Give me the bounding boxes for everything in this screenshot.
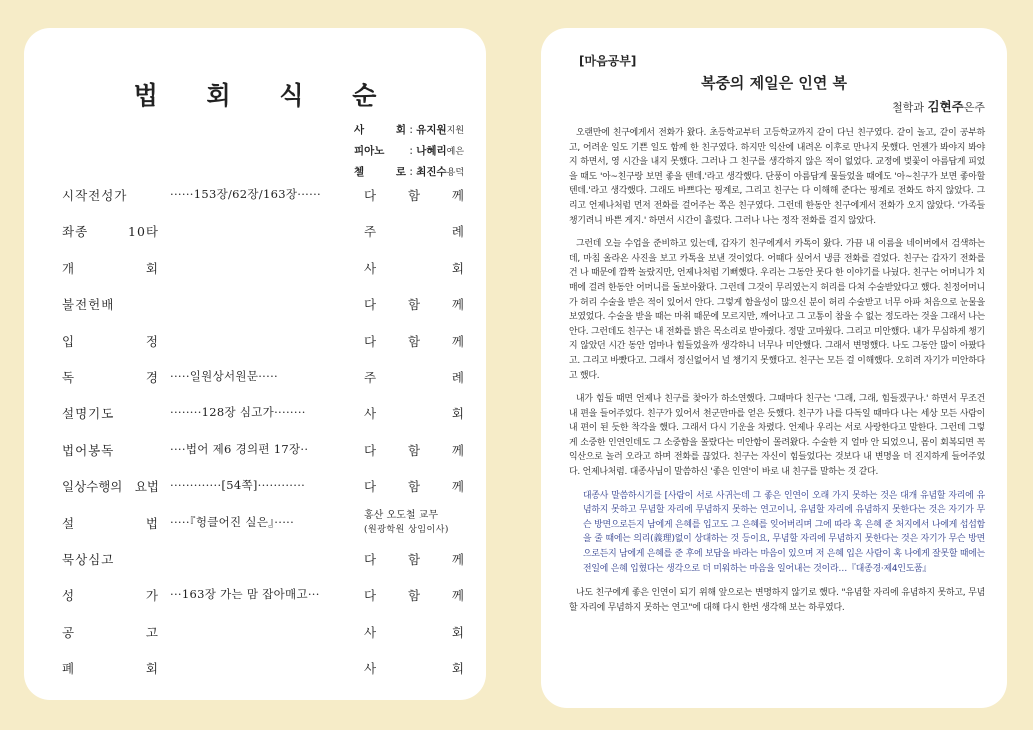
item-name: 설명기도 (62, 406, 115, 422)
officiant-row: 첼 로 : 최진수용덕 (354, 162, 484, 183)
item-name: 시작전성가 (62, 188, 128, 203)
author-name: 김현주 (927, 99, 964, 114)
order-item (62, 180, 472, 216)
article-body (569, 126, 985, 624)
item-detail: ·····『헝클어진 실은』····· (170, 514, 295, 529)
author-line (892, 97, 985, 115)
order-item (62, 326, 472, 362)
officiant-honorific: 지원 (446, 126, 465, 136)
officiant-list (354, 120, 484, 183)
order-item (62, 253, 472, 289)
officiant-name: 최진수 (416, 166, 447, 178)
officiant-role: 피아노 (354, 145, 385, 157)
order-item (62, 580, 472, 616)
order-item (62, 289, 472, 325)
article-paragraph: 오랜만에 친구에게서 전화가 왔다. 초등학교부터 고등학교까지 같이 다닌 친구였다. 같이 놀고, 같이 공부하고, 어려운 일도 기쁜 일도 함께 한 친구였다. 하지만 익산에 내려온 이후로 만나지 못했다. 언젠가 봐야지 봐야지 하면서, 영 시간을 내지 못했다. 그러나 그 친구를 생각하지 않은 적이 없었다. 교정에 벚꽃이 아름답게 피었을 때도 '아~친구랑 보면 좋을 텐데.'라고 생각했다. 단풍이 아름답게 물들었을 때에도 '아~친구가 보면 좋아할 텐데.'라고 생각했다. 그래도 바쁘다는 핑계로, 그리고 친구는 다 이해해 준다는 핑계로 전화도 하지 않았다. 그리고 언제나처럼 먼저 전화를 걸어주는 쪽은 친구였다. 그런데 한동안 친구에게서 전화가 오지 않았다. '가족들 챙기려니 바쁜 게지.' 하면서 시간이 흘렀다. 그러나 나는 정작 전화를 걸지 않았다. (569, 128, 985, 226)
order-item (62, 508, 472, 544)
item-leader: 다 함 께 (364, 297, 464, 313)
officiant-honorific: 예은 (446, 147, 465, 157)
item-name: 개 회 (62, 260, 159, 276)
officiant-role: 첼 로 (354, 166, 406, 178)
item-leader-sub: (원광학원 상임이사) (364, 524, 449, 535)
officiant-honorific: 용덕 (446, 168, 465, 178)
officiant-row: 사 회 : 유지원지원 (354, 120, 484, 141)
item-leader: 사 회 (364, 624, 464, 640)
item-leader (364, 509, 474, 537)
item-leader: 주 례 (364, 224, 464, 240)
item-leader: 사 회 (364, 661, 464, 677)
item-leader: 다 함 께 (364, 551, 464, 567)
item-detail: ····법어 제6 경의편 17장·· (170, 441, 309, 456)
item-detail: ······153장/62장/163장······ (170, 187, 321, 201)
section-tag: [마음공부] (579, 54, 637, 68)
officiant-role: 사 회 (354, 124, 406, 136)
item-name: 좌종 10타 (62, 224, 159, 240)
order-item (62, 362, 472, 398)
order-item (62, 544, 472, 580)
item-name: 폐 회 (62, 661, 159, 677)
item-name: 묵상심고 (62, 551, 115, 567)
article-paragraph: 그런데 오늘 수업을 준비하고 있는데, 갑자기 친구에게서 카톡이 왔다. 가끔 내 이름을 네이버에서 검색하는데, 마침 올라온 사진을 보고 카톡을 보낸 것이었다. 어때다 싶어서 냉큼 전화를 걸었다. 친구는 갑자기 전화를 건 나 때문에 깜짝 놀랐지만, 언제나처럼 기뻐했다. 우리는 그동안 못다 한 이야기를 나눴다. 친구는 어머니가 치매에 걸려 한동안 어머니를 돌보아왔다. 그런데 그것이 무리였는지 허리를 다쳐 수술받았다고 했다. 친정어머니가 허리 수술을 받은 적이 있어서 안다. 그렇게 함을성이 많으신 분이 허리 수술받고 너무 아파 처음으로 눈물을 보였었다. 수술을 받을 때는 마취 때문에 모르지만, 깨어나고 그 고통이 참을 수 없는 정도라는 것을 그래서 나는 안다. 그런데도 친구는 내 전화를 밝은 목소리로 받아줬다. 정말 고마웠다. 그리고 미안했다. 내가 무심하게 챙기지 않았던 시간 동안 엄마나 힘들었을까 생각하니 너무나 미안했다. 그래서 변명했다. 나도 그동안 많이 아팠다고. 그리고 바빴다고. 그래서 정신없어서 널 챙기지 못했다고. 친구는 모든 걸 이해했다. 오히려 자기가 미안하다고 했다. (569, 239, 985, 381)
item-name: 공 고 (62, 624, 159, 640)
item-detail: ···163장 가는 맘 잡아매고··· (170, 587, 320, 602)
item-name: 불전헌배 (62, 297, 115, 313)
service-order-list (62, 180, 472, 689)
article-page (541, 28, 1007, 708)
scripture-quote: 대종사 말씀하시기를 [사람이 서로 사귀는데 그 좋은 인연이 오래 가지 못하는 것은 대개 유념할 자리에 유념하지 못하고 무념할 자리에 무념하지 못하는 연고이니, 유념할 자리에 유념하지 못한다는 것은 자기가 무슨 방면으로든지 남에게 은혜를 입고도 그 은혜를 잊어버리며 그에 따라 혹 은혜 준 처지에서 나에게 섭섭함을 줄 때에는 의리(義理)없이 상대하는 것 등이요, 무념할 자리에 무념하지 못한다는 것은 자기가 무슨 방면으로든지 남에게 은혜를 준 후에 보답을 바라는 마음이 있으며 저 은혜 입은 사람이 혹 나에게 잘못할 때에는 전일에 은혜 입혔다는 생각으로 더 미워하는 마음을 일어내는 것이라…『대종경·제4인도품』 (583, 490, 985, 574)
item-leader: 다 함 께 (364, 588, 464, 604)
item-leader: 다 함 께 (364, 188, 464, 203)
item-leader: 다 함 께 (364, 333, 464, 349)
item-leader: 사 회 (364, 406, 464, 422)
item-name: 설 법 (62, 515, 159, 531)
officiant-row: 피아노 : 나혜리예은 (354, 141, 484, 162)
item-name: 일상수행의 요법 (62, 479, 159, 495)
item-leader-main: 홍산 오도철 교무 (364, 509, 438, 521)
item-name: 법어봉독 (62, 442, 115, 458)
order-item (62, 216, 472, 252)
order-item (62, 617, 472, 653)
item-name: 성 가 (62, 588, 159, 604)
page-title: 법 회 식 순 (133, 81, 397, 110)
item-name: 입 정 (62, 333, 159, 349)
article-title: 복중의 제일은 인연 복 (700, 74, 848, 92)
order-of-service-page (24, 28, 486, 700)
order-item (62, 398, 472, 434)
closing-paragraph: 나도 친구에게 좋은 인연이 되기 위해 앞으로는 변명하지 않기로 했다. "유념할 자리에 유념하지 못하고, 무념할 자리에 무념하지 못하는 연고"에 대해 다시 한번 생각해 보는 하루였다. (569, 588, 985, 613)
item-leader: 다 함 께 (364, 442, 464, 458)
item-leader: 사 회 (364, 260, 464, 276)
officiant-name: 나혜리 (416, 145, 447, 157)
officiant-name: 유지원 (416, 124, 447, 136)
order-item (62, 435, 472, 471)
article-paragraph: 내가 힘들 때면 언제나 친구를 찾아가 하소연했다. 그때마다 친구는 '그래, 그래, 힘들겠구나.' 하면서 무조건 내 편을 들어주었다. 친구가 있어서 천군만마를 얻은 듯했다. 친구가 나를 다독일 때마다 나는 세상 모든 사람이 내 편이 된 듯한 착각을 했다. 그래서 다시 기운을 차렸다. 언제나 우리는 서로 사랑한다고 말한다. 그런데 그렇게 소중한 인연인데도 그 소중함을 몰랐다는 미안함이 몰려왔다. 수술한 지 얼마 안 되었으니, 몸이 회복되면 꼭 익산으로 놀러 오라고 하며 전화를 끊었다. 친구는 자신이 힘들었다는 것보다 내 변명을 더 진지하게 들어주었다. 언제나처럼. 대종사님이 말씀하신 '좋은 인연'이 바로 내 친구를 말하는 것 같다. (569, 394, 985, 478)
author-honorific: 은주 (963, 101, 985, 114)
item-detail: ·····일원상서원문····· (170, 368, 279, 383)
order-item (62, 471, 472, 507)
item-detail: ·············[54쪽]············ (170, 478, 306, 493)
order-item (62, 653, 472, 689)
item-detail: ········128장 심고가········ (170, 405, 306, 420)
item-name: 독 경 (62, 369, 159, 385)
item-leader: 주 례 (364, 369, 464, 385)
author-department: 철학과 (892, 101, 924, 114)
item-leader: 다 함 께 (364, 479, 464, 495)
